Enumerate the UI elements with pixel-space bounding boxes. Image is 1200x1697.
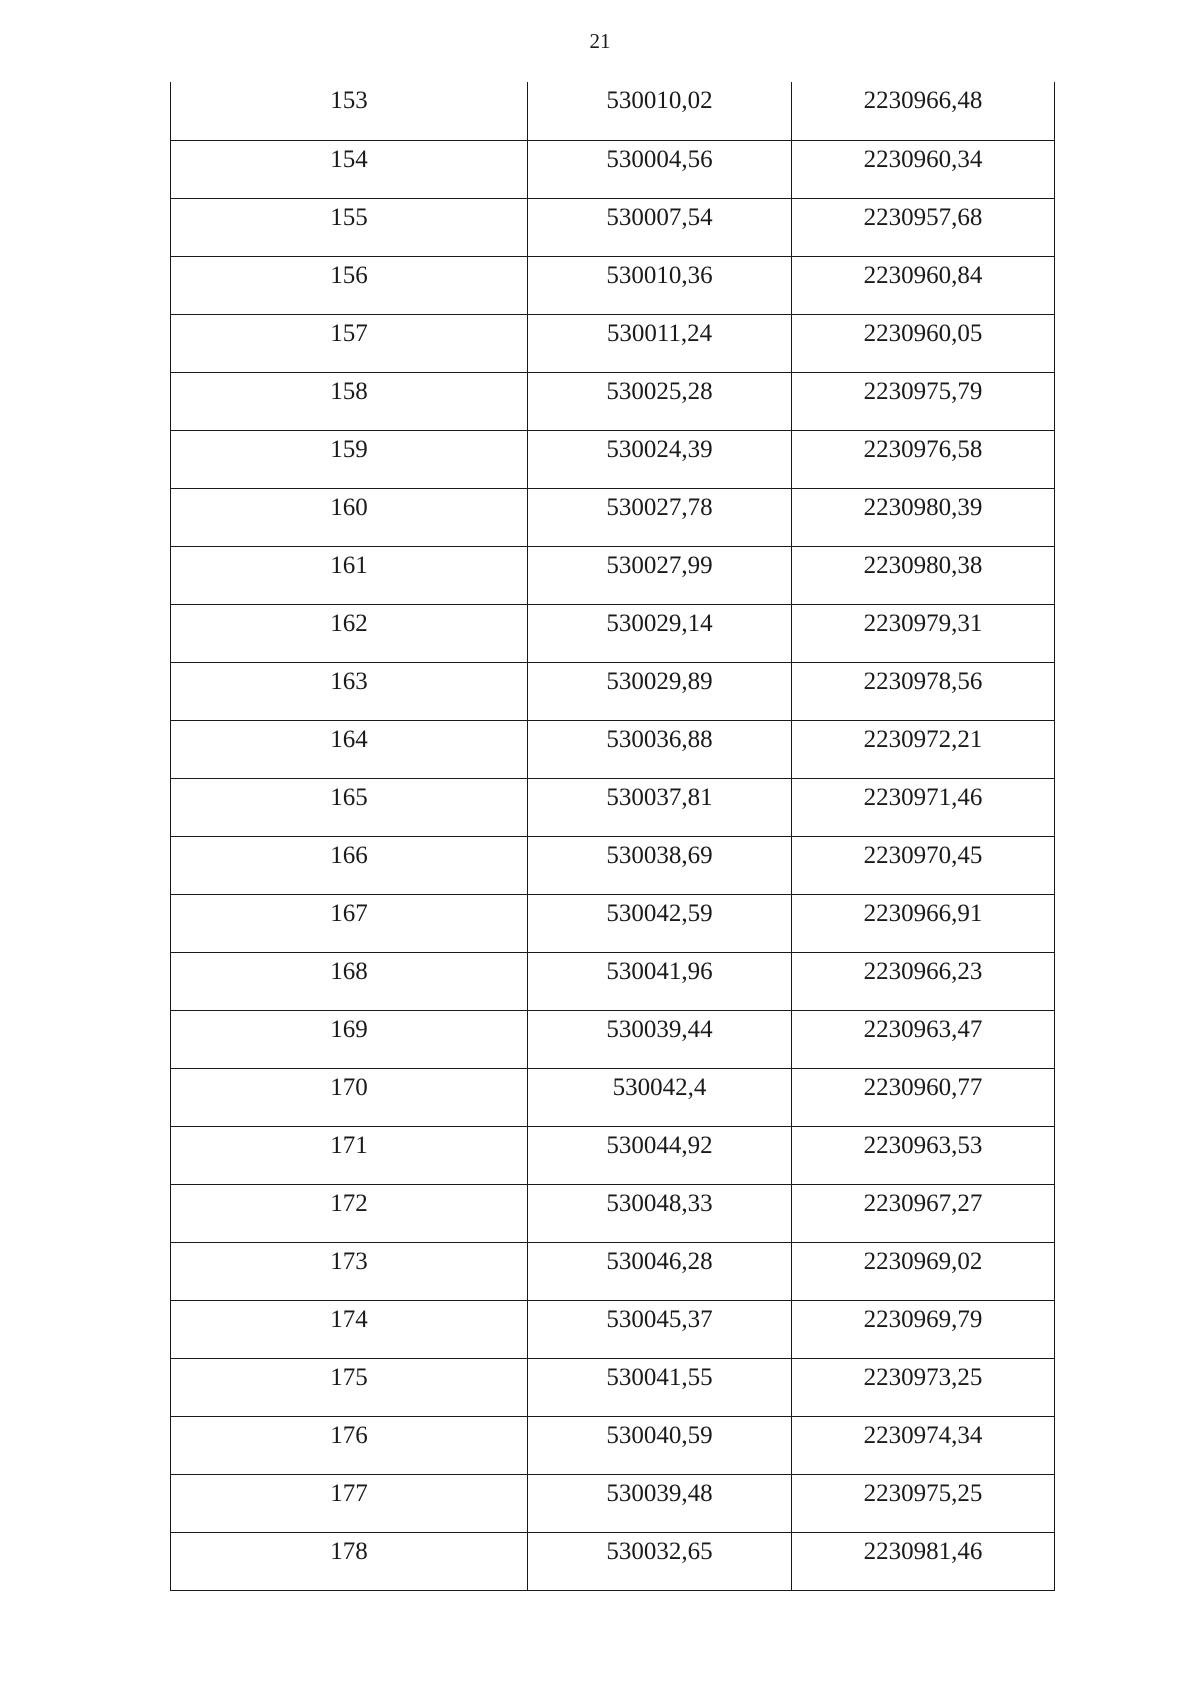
x-coordinate-cell: 530040,59 — [528, 1416, 792, 1474]
table-row — [171, 720, 1055, 778]
point-number-cell: 174 — [171, 1300, 528, 1358]
point-number-cell: 173 — [171, 1242, 528, 1300]
y-coordinate-cell: 2230963,53 — [792, 1126, 1055, 1184]
table-row — [171, 1474, 1055, 1532]
y-coordinate-cell: 2230969,02 — [792, 1242, 1055, 1300]
y-coordinate-cell: 2230980,39 — [792, 488, 1055, 546]
x-coordinate-cell: 530010,02 — [528, 82, 792, 140]
table-row — [171, 140, 1055, 198]
point-number-cell: 156 — [171, 256, 528, 314]
table-row — [171, 430, 1055, 488]
y-coordinate-cell: 2230967,27 — [792, 1184, 1055, 1242]
point-number-cell: 178 — [171, 1532, 528, 1590]
point-number-cell: 167 — [171, 894, 528, 952]
y-coordinate-cell: 2230966,48 — [792, 82, 1055, 140]
coordinates-table-body — [171, 82, 1055, 1590]
x-coordinate-cell: 530007,54 — [528, 198, 792, 256]
point-number-cell: 164 — [171, 720, 528, 778]
x-coordinate-cell: 530045,37 — [528, 1300, 792, 1358]
y-coordinate-cell: 2230966,23 — [792, 952, 1055, 1010]
x-coordinate-cell: 530039,48 — [528, 1474, 792, 1532]
y-coordinate-cell: 2230960,34 — [792, 140, 1055, 198]
x-coordinate-cell: 530038,69 — [528, 836, 792, 894]
y-coordinate-cell: 2230960,05 — [792, 314, 1055, 372]
y-coordinate-cell: 2230980,38 — [792, 546, 1055, 604]
table-row — [171, 662, 1055, 720]
x-coordinate-cell: 530044,92 — [528, 1126, 792, 1184]
y-coordinate-cell: 2230976,58 — [792, 430, 1055, 488]
x-coordinate-cell: 530025,28 — [528, 372, 792, 430]
table-row — [171, 1184, 1055, 1242]
point-number-cell: 170 — [171, 1068, 528, 1126]
x-coordinate-cell: 530039,44 — [528, 1010, 792, 1068]
x-coordinate-cell: 530046,28 — [528, 1242, 792, 1300]
table-row — [171, 836, 1055, 894]
table-row — [171, 198, 1055, 256]
x-coordinate-cell: 530048,33 — [528, 1184, 792, 1242]
point-number-cell: 176 — [171, 1416, 528, 1474]
coordinates-table — [170, 82, 1055, 1591]
y-coordinate-cell: 2230963,47 — [792, 1010, 1055, 1068]
y-coordinate-cell: 2230974,34 — [792, 1416, 1055, 1474]
table-row — [171, 1358, 1055, 1416]
point-number-cell: 177 — [171, 1474, 528, 1532]
point-number-cell: 157 — [171, 314, 528, 372]
x-coordinate-cell: 530042,59 — [528, 894, 792, 952]
point-number-cell: 169 — [171, 1010, 528, 1068]
table-row — [171, 778, 1055, 836]
y-coordinate-cell: 2230960,77 — [792, 1068, 1055, 1126]
table-row — [171, 1068, 1055, 1126]
x-coordinate-cell: 530029,89 — [528, 662, 792, 720]
point-number-cell: 160 — [171, 488, 528, 546]
y-coordinate-cell: 2230971,46 — [792, 778, 1055, 836]
table-row — [171, 1532, 1055, 1590]
x-coordinate-cell: 530029,14 — [528, 604, 792, 662]
y-coordinate-cell: 2230970,45 — [792, 836, 1055, 894]
point-number-cell: 155 — [171, 198, 528, 256]
point-number-cell: 171 — [171, 1126, 528, 1184]
table-row — [171, 1010, 1055, 1068]
y-coordinate-cell: 2230975,25 — [792, 1474, 1055, 1532]
table-row — [171, 314, 1055, 372]
point-number-cell: 153 — [171, 82, 528, 140]
point-number-cell: 166 — [171, 836, 528, 894]
y-coordinate-cell: 2230973,25 — [792, 1358, 1055, 1416]
table-row — [171, 952, 1055, 1010]
table-row — [171, 1416, 1055, 1474]
point-number-cell: 168 — [171, 952, 528, 1010]
x-coordinate-cell: 530011,24 — [528, 314, 792, 372]
y-coordinate-cell: 2230979,31 — [792, 604, 1055, 662]
x-coordinate-cell: 530027,78 — [528, 488, 792, 546]
y-coordinate-cell: 2230957,68 — [792, 198, 1055, 256]
table-row — [171, 1126, 1055, 1184]
table-row — [171, 256, 1055, 314]
y-coordinate-cell: 2230969,79 — [792, 1300, 1055, 1358]
x-coordinate-cell: 530042,4 — [528, 1068, 792, 1126]
point-number-cell: 162 — [171, 604, 528, 662]
y-coordinate-cell: 2230975,79 — [792, 372, 1055, 430]
x-coordinate-cell: 530041,96 — [528, 952, 792, 1010]
x-coordinate-cell: 530036,88 — [528, 720, 792, 778]
x-coordinate-cell: 530027,99 — [528, 546, 792, 604]
table-row — [171, 546, 1055, 604]
table-row — [171, 604, 1055, 662]
y-coordinate-cell: 2230981,46 — [792, 1532, 1055, 1590]
page-number: 21 — [589, 29, 611, 53]
point-number-cell: 165 — [171, 778, 528, 836]
point-number-cell: 172 — [171, 1184, 528, 1242]
table-row — [171, 1242, 1055, 1300]
x-coordinate-cell: 530004,56 — [528, 140, 792, 198]
point-number-cell: 161 — [171, 546, 528, 604]
x-coordinate-cell: 530041,55 — [528, 1358, 792, 1416]
x-coordinate-cell: 530024,39 — [528, 430, 792, 488]
table-row — [171, 372, 1055, 430]
x-coordinate-cell: 530037,81 — [528, 778, 792, 836]
y-coordinate-cell: 2230972,21 — [792, 720, 1055, 778]
y-coordinate-cell: 2230966,91 — [792, 894, 1055, 952]
table-row — [171, 894, 1055, 952]
point-number-cell: 154 — [171, 140, 528, 198]
y-coordinate-cell: 2230978,56 — [792, 662, 1055, 720]
x-coordinate-cell: 530032,65 — [528, 1532, 792, 1590]
table-row — [171, 82, 1055, 140]
point-number-cell: 175 — [171, 1358, 528, 1416]
y-coordinate-cell: 2230960,84 — [792, 256, 1055, 314]
x-coordinate-cell: 530010,36 — [528, 256, 792, 314]
point-number-cell: 159 — [171, 430, 528, 488]
table-row — [171, 488, 1055, 546]
point-number-cell: 158 — [171, 372, 528, 430]
table-row — [171, 1300, 1055, 1358]
point-number-cell: 163 — [171, 662, 528, 720]
